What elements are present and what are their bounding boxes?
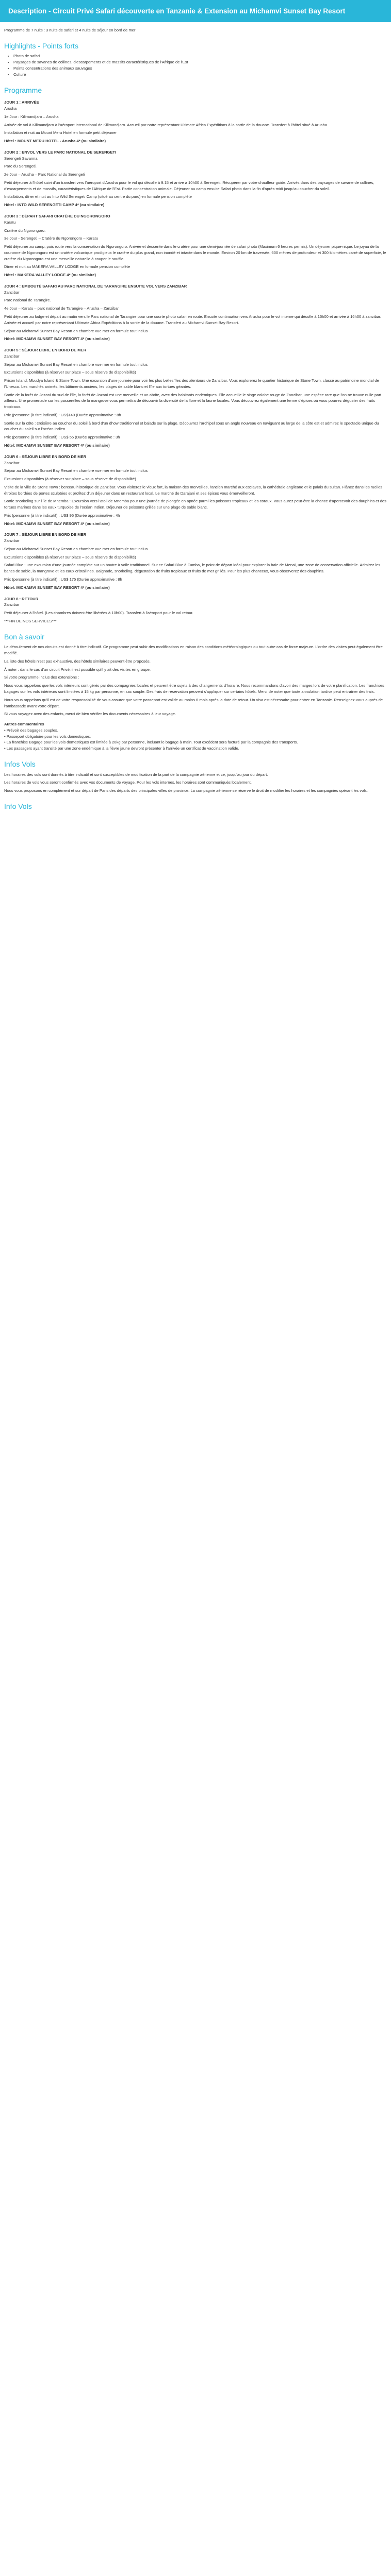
highlight-item: • Points concentrations des animaux sauvages xyxy=(13,65,387,72)
programme-day xyxy=(4,283,387,342)
day-paragraph: Excursions disponibles (à réserver sur place – sous réserve de disponibilité) xyxy=(4,554,136,560)
programme-days xyxy=(4,99,387,624)
other-comment-item xyxy=(4,734,387,740)
programme-heading: Programme xyxy=(4,86,42,94)
day-paragraph: Excursions disponibles (à réserver sur place – sous réserve de disponibilité) xyxy=(4,370,136,375)
info-vols-body xyxy=(4,772,387,794)
programme-day xyxy=(4,347,387,449)
day-hotel: Hôtel: MICHAMVI SUNSET BAY RESORT 4* (ou similaire) xyxy=(4,443,110,448)
highlight-item: • Culture xyxy=(13,72,387,78)
day-paragraph: Prix (personne (à titre indicatif) : US$ 55 (Durée approximative : 3h xyxy=(4,435,120,440)
programme-day xyxy=(4,213,387,278)
day-place: Zanzibar xyxy=(4,353,20,359)
other-comment-item xyxy=(4,739,387,745)
bullet: • xyxy=(4,740,7,745)
good-to-know-body xyxy=(4,644,387,717)
day-title: JOUR 4 : EMBOUTÉ SAFARI AU PARC NATIONAL DE TARANGIRE ENSUITE VOL VERS ZANZIBAR xyxy=(4,283,187,289)
day-paragraph: Séjour au Michamvi Sunset Bay Resort en chambre vue mer en formule tout inclus xyxy=(4,362,148,367)
other-comment-text: Prévoir des bagages souples. xyxy=(6,727,58,733)
day-place: Zanzibar xyxy=(4,460,20,465)
info-vols-heading: Infos Vols xyxy=(4,759,36,768)
day-place: Arusha xyxy=(4,106,17,111)
day-paragraph: Arrivée de vol à Kilimandjaro à l'aéroport international de Kilimandjaro. Accueil par notre représentant Ultimate Africa Expéditions à la sortie de la douane. Transfert à l'hôtel situé à Arusha. xyxy=(4,122,329,127)
day-paragraph: Séjour au Michamvi Sunset Bay Resort en chambre vue mer en formule tout inclus xyxy=(4,546,148,551)
programme-day xyxy=(4,454,387,527)
page xyxy=(0,0,391,845)
info-vols-heading-2: Info Vols xyxy=(4,802,32,810)
info-vols-paragraph: Les horaires de vols vous seront confirmés avec vos documents de voyage. Pour les vols internes, les horaires sont communiqués localement. xyxy=(4,780,252,785)
day-paragraph: Parc du Serengeti. xyxy=(4,164,37,169)
bullet: • xyxy=(4,727,7,733)
day-title: JOUR 3 : DÉPART SAFARI CRATÈRE DU NGORONGORO xyxy=(4,214,110,219)
bullet: • xyxy=(4,746,7,751)
day-paragraph: Petit déjeuner au camp, puis route vers la conservation du Ngorongoro. Arrivée et descente dans le cratère pour une demi-journée de safari photo (Maximum 6 heures permis). Un déjeuner pique-nique. Le joyau de la couronne de Ngorongoro est un cratère volcanique prodigieux le cratère du plus grand, non inondé et intacte dans le monde. Environ 20 km de traversée, 600 mètres de profondeur et 300 kilomètres carré de superficie, le cratère du Ngorongoro est une merveille naturelle à couper le souffle. xyxy=(4,244,386,261)
day-place: Karatu xyxy=(4,219,16,225)
good-to-know-paragraph: Si votre programme inclus des extensions : xyxy=(4,675,79,680)
good-to-know-paragraph: Le déroulement de nos circuits est donné à titre indicatif. Ce programme peut subir des modifications en raison des conditions météorologiques ou tout autre cas de force majeure. L'ordre des visites peut également être modifié. xyxy=(4,645,383,656)
day-place: Zanzibar xyxy=(4,290,20,295)
day-hotel: Hôtel : MAKERA VALLEY LODGE 4* (ou similaire) xyxy=(4,273,96,278)
day-hotel: Hôtel: MICHAMVI SUNSET BAY RESORT 4* (ou similaire) xyxy=(4,336,110,342)
day-paragraph: Dîner et nuit au MAKERA VALLEY LODGE en formule pension complète xyxy=(4,264,131,269)
day-title: JOUR 1 : ARRIVÉE xyxy=(4,100,39,105)
other-comments-heading: Autres commentaires xyxy=(4,722,44,727)
good-to-know-paragraph: Si vous voyagez avec des enfants, merci de bien vérifier les documents nécessaires à leur voyage. xyxy=(4,711,176,717)
day-paragraph: 4e Jour – Karatu – parc national de Tarangire – Arusha – Zanzibar xyxy=(4,306,119,311)
programme-day xyxy=(4,596,387,624)
highlights-list xyxy=(13,53,387,77)
day-title: JOUR 6 : SÉJOUR LIBRE EN BORD DE MER xyxy=(4,454,87,459)
other-comment-item xyxy=(4,727,387,734)
day-title: JOUR 8 : RETOUR xyxy=(4,596,39,601)
day-paragraph: Installation, dîner et nuit au Into Wild Serengeti Camp (situé au centre du parc) en formule pension complète xyxy=(4,194,192,199)
day-paragraph: Petit déjeuner au lodge et départ au matin vers le Parc national de Tarangire pour une courte photo safari en route. Ensuite continuation vers Arusha pour le vol interne qui décolle à 15h00 et arrivée à 16h00 à zanzibar. Arrivée et accueil par notre représentant Ultimate Africa Expéditions à la sortie de la douane. Transfert au Michamvi Sunset Bay Resort. xyxy=(4,314,382,325)
good-to-know-paragraph: Nous vous rappelons que les vols intérieurs sont gérés par des compagnies locales et peuvent être sujets à des changements d'horaire. Nous recommandons d'avoir des marges lors de votre planification. Les franchises bagages sur les vols intérieurs sont limitées à 15 kg par personne, en sac souple. Des frais de réservation peuvent s'appliquer sur certains hôtels. Merci de noter que toute annulation tardive peut entraîner des frais. xyxy=(4,683,384,694)
day-place: Zanzibar xyxy=(4,602,20,607)
day-paragraph: Prix (personne (à titre indicatif) : US$140 (Durée approximative : 8h xyxy=(4,412,121,417)
day-paragraph: 1e Jour : Kilimandjaro – Arusha xyxy=(4,114,59,119)
other-comment-text: La franchise Bagage pour les vols domestiques est limitée à 20kg par personne, incluant le bagage à main. Tout excédent sera facturé par la compagnie des transports. xyxy=(6,740,298,745)
content xyxy=(0,27,391,835)
day-paragraph: Sortie snorkeling sur l'île de Mnemba : Excursion vers l'atoll de Mnemba pour une journée de plongée en apnée parmi les poissons tropicaux et les coraux. Vous aurez peut-être la chance d'apercevoir des dauphins et des tortues marines dans les eaux turquoise de l'océan Indien. Déjeuner de poissons grillés sur une plage de sable blanc. xyxy=(4,499,386,510)
day-paragraph: Petit déjeuner à l'hôtel. (Les chambres doivent être libérées à 10h00). Transfert à l'aéroport pour le vol retour. xyxy=(4,611,193,616)
day-place: Zanzibar xyxy=(4,538,20,544)
day-hotel: Hôtel : MOUNT MERU HOTEL - Arusha 4* (ou similaire) xyxy=(4,139,106,144)
day-paragraph: Cratère du Ngorongoro. xyxy=(4,228,46,233)
other-comment-item xyxy=(4,745,387,752)
info-vols-paragraph: Les horaires des vols sont donnés à titre indicatif et sont susceptibles de modification de la part de la compagnie aérienne et ce, jusqu'au jour du départ. xyxy=(4,772,268,777)
programme-intro: Programme de 7 nuits : 3 nuits de safari et 4 nuits de séjour en bord de mer xyxy=(4,27,136,32)
day-paragraph: Prison Island, Mbudya Island & Stone Town. Une excursion d'une journée pour voir les plus belles îles des alentours de Zanzibar. Vous explorerez le quartier historique de Stone Town, classé au patrimoine mondial de l'Unesco. Les marchés animés, les bâtiments anciens, les plages de sable blanc et l'île aux tortues géantes. xyxy=(4,378,379,389)
highlight-item: • Photo de safari xyxy=(13,53,387,59)
day-paragraph: Séjour au Michamvi Sunset Bay Resort en chambre vue mer en formule tout inclus xyxy=(4,468,148,473)
day-hotel: Hôtel: MICHAMVI SUNSET BAY RESORT 4* (ou similaire) xyxy=(4,521,110,526)
highlights-heading: Highlights - Points forts xyxy=(4,41,78,50)
footer-space xyxy=(4,814,387,835)
good-to-know-paragraph: À noter : dans le cas d'un circuit Privé, il est possible qu'il y ait des visites en groupe. xyxy=(4,667,151,672)
programme-day xyxy=(4,532,387,590)
day-paragraph: Visite de la ville de Stone Town : berceau historique de Zanzibar. Vous visiterez le vieux fort, la maison des merveilles, l'ancien marché aux esclaves, la cathédrale anglicane et le palais du sultan. Flânez dans les ruelles étroites bordées de portes sculptées et profitez d'un déjeuner dans un restaurant local. Le marché de Darajani et ses épices vous émerveilleront. xyxy=(4,484,383,496)
other-comment-text: Les passagers ayant transité par une zone endémique à la fièvre jaune devront présenter à l'arrivée un certificat de vaccination valide. xyxy=(6,746,239,751)
good-to-know-paragraph: Nous vous rappelons qu'il est de votre responsabilité de vous assurer que votre passeport est valide au moins 6 mois après la date de retour. Un visa est nécessaire pour entrer en Tanzanie. Renseignez-vous auprès de l'ambassade avant votre départ. xyxy=(4,697,383,708)
day-hotel: Hôtel : INTO WILD SERENGETI CAMP 4* (ou similaire) xyxy=(4,202,105,208)
day-paragraph: Séjour au Michamvi Sunset Bay Resort en chambre vue mer en formule tout inclus xyxy=(4,328,148,333)
day-hotel: Hôtel: MICHAMVI SUNSET BAY RESORT 4* (ou similaire) xyxy=(4,585,110,590)
day-paragraph: Sortie sur la côte : croisière au coucher du soleil à bord d'un dhow traditionnel et balade sur la plage. Découvrez l'archipel sous un angle nouveau en naviguant au large de la côte est et admirez le spectacle unique du coucher du soleil sur l'océan Indien. xyxy=(4,420,379,432)
page-title: Description - Circuit Privé Safari découverte en Tanzanie & Extension au Michamvi Sunset Bay Resort xyxy=(0,0,391,22)
day-paragraph: Petit déjeuner à l'hôtel suivi d'un transfert vers l'aéroport d'Arusha pour le vol qui décolle à 9.15 et arrive à 10h00 à Serengeti. Récupérer par votre chauffeur guide. Arrivés dans des paysages de savane de collines, d'escarpements et de massifs, caractéristiques de l'Afrique de l'Est. Partie concentration animale. Déjeuner au camp ensuite Safari photo dans la fin d'après-midi jusqu'au coucher du soleil. xyxy=(4,180,374,191)
day-title: JOUR 2 : ENVOL VERS LE PARC NATIONAL DE SERENGETI xyxy=(4,149,117,155)
day-paragraph: 3e Jour - Serengeti – Cratère du Ngorongoro – Karatu xyxy=(4,236,98,241)
day-paragraph: Excursions disponibles (à réserver sur place – sous réserve de disponibilité) xyxy=(4,477,136,482)
day-title: JOUR 5 : SÉJOUR LIBRE EN BORD DE MER xyxy=(4,348,87,353)
day-paragraph: ***FIN DE NOS SERVICES*** xyxy=(4,618,57,623)
day-paragraph: 2e Jour – Arusha – Parc National du Serengeti xyxy=(4,172,85,177)
day-paragraph: Prix (personne (à titre indicatif) : US$ 95 (Durée approximative : 4h xyxy=(4,513,120,518)
day-title: JOUR 7 : SÉJOUR LIBRE EN BORD DE MER xyxy=(4,532,87,537)
highlight-item: • Paysages de savanes de collines, d'escarpements et de massifs caractéristiques de l'Afrique de l'Est xyxy=(13,59,387,65)
day-paragraph: Safari Blue : une excursion d'une journée complète sur un boutre à voile traditionnel. Sur ce Safari Blue à Fumba, le point de départ idéal pour explorer la baie de Menai, une zone de conservation officielle. Admirez les bancs de sable, la mangrove et les eaux cristallines. Baignade, snorkeling, dégustation de fruits tropicaux et fruits de mer grillés. Pour les plus chanceux, vous observerez des dauphins. xyxy=(4,563,381,574)
other-comment-text: Passeport obligatoire pour les vols domestiques. xyxy=(6,734,91,739)
bullet: • xyxy=(4,734,7,739)
other-comments-list xyxy=(4,727,387,752)
programme-day xyxy=(4,149,387,208)
day-paragraph: Installation et nuit au Mount Meru Hotel en formule petit déjeuner xyxy=(4,130,117,135)
day-paragraph: Sortie de la forêt de Jozani du sud de l'île, la forêt de Jozani est une merveille et un abrite, avec des habitants endémiques. Elle accueille le singe colobe rouge de Zanzibar, une espèce rare que l'on ne trouve nulle part ailleurs. Une promenade sur les passerelles de la mangrove vous permettra de découvrir la diversité de la flore et la faune locales. Vous découvrez également une ferme d'épices où vous pourrez déguster des fruits tropicaux. xyxy=(4,392,382,410)
good-to-know-heading: Bon à savoir xyxy=(4,632,44,641)
day-paragraph: Parc national de Tarangire. xyxy=(4,298,51,303)
info-vols-paragraph: Nous vous proposons en complément et sur départ de Paris des départs des principales villes de province. La compagnie aérienne se réserve le droit de modifier les horaires et les compagnies opérant les vols. xyxy=(4,788,368,793)
day-place: Serengeti Savanna xyxy=(4,156,38,161)
day-paragraph: Prix (personne (à titre indicatif) : US$ 175 (Durée approximative : 8h xyxy=(4,577,122,582)
good-to-know-paragraph: La liste des hôtels n'est pas exhaustive, des hôtels similaires peuvent être proposés. xyxy=(4,658,151,664)
programme-day xyxy=(4,99,387,144)
